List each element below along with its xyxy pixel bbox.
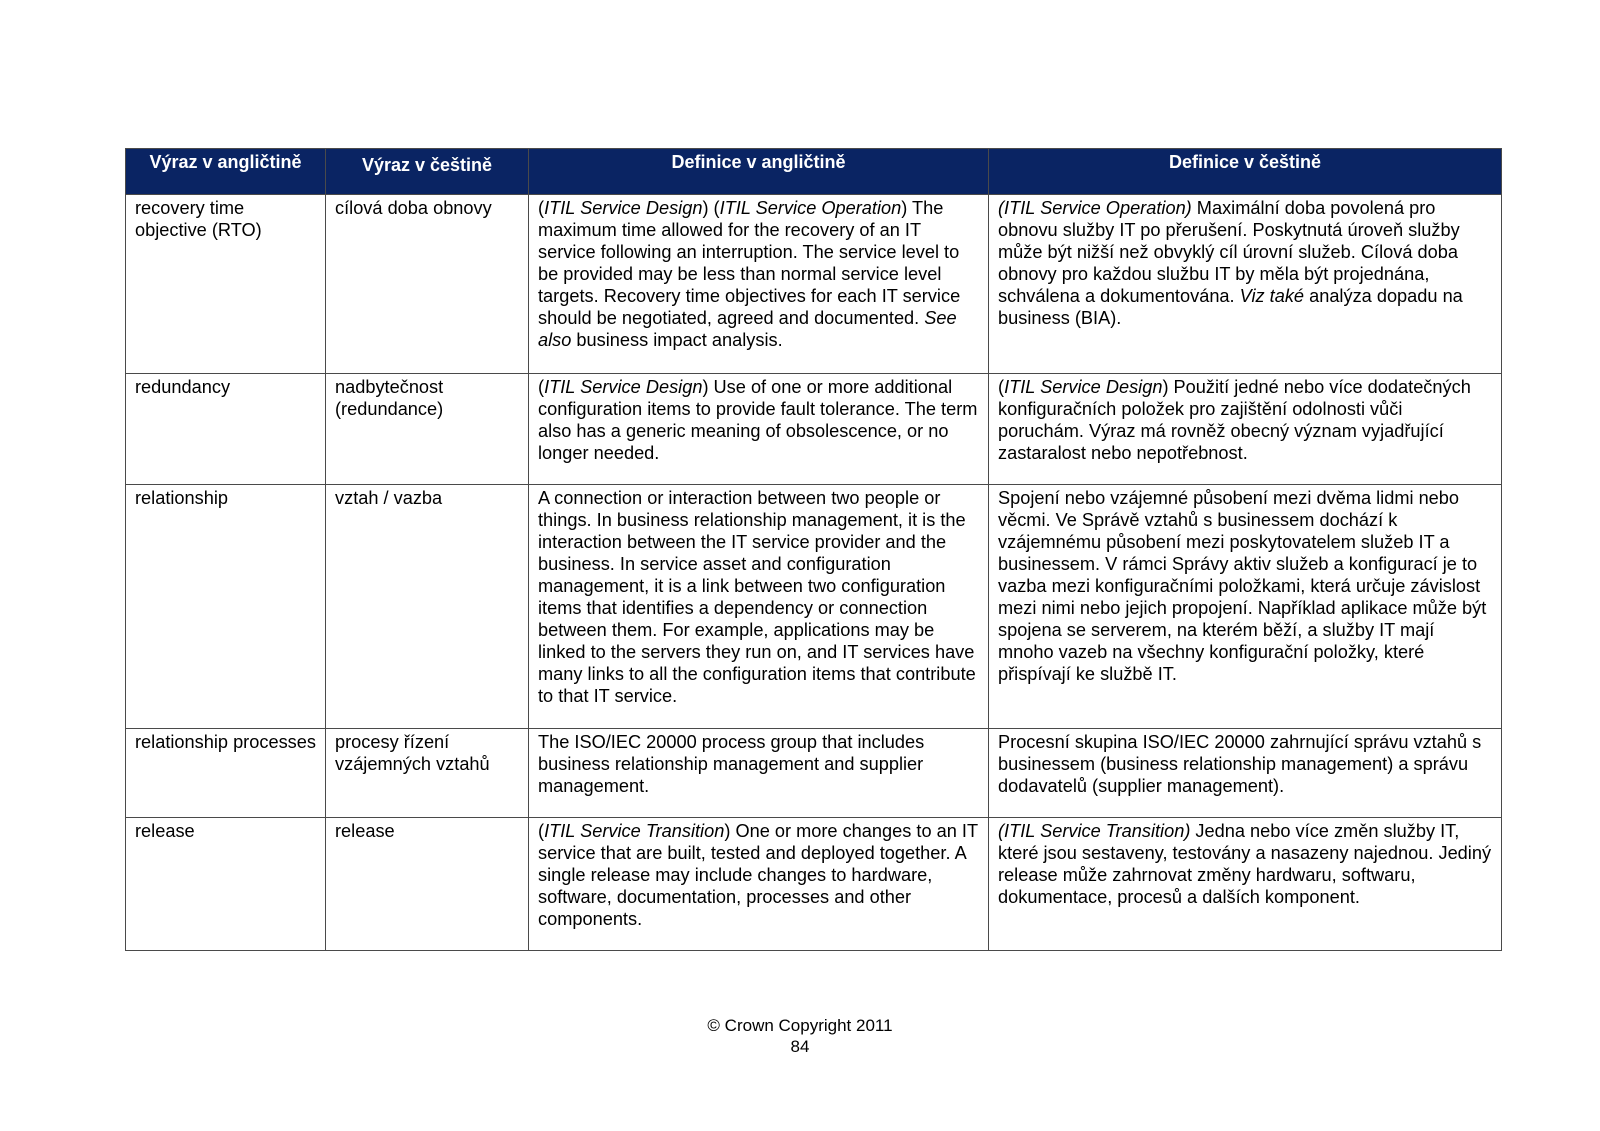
header-row — [126, 149, 1502, 195]
table-row — [126, 374, 1502, 485]
header-czech-term-label: Výraz v češtině — [361, 155, 493, 175]
definition-segment: ( — [538, 198, 545, 218]
czech-term-text: release — [335, 821, 395, 841]
definition-segment: Spojení nebo vzájemné působení mezi dvěma lidmi nebo věcmi. Ve Správě vztahů s businessem dochází k vzájemnému působení mezi poskytovatelem služeb IT a businessem. V rámci Správy aktiv služeb a konfigurací je to vazba mezi konfiguračními položkami, která určuje závislost mezi nimi nebo jejich propojení. Například aplikace může být spojena se serverem, na kterém běží, a služby IT mají mnoho vazeb na všechny konfigurační položky, které přispívají ke službě IT. — [998, 488, 1487, 684]
english-definition — [529, 374, 989, 485]
definition-reference: ITIL Service Design — [544, 377, 703, 397]
header-english-definition — [529, 149, 989, 195]
english-term-text: relationship — [135, 488, 229, 508]
english-definition-text — [538, 195, 979, 351]
glossary-table — [125, 148, 1502, 951]
czech-definition — [989, 485, 1502, 729]
english-term-text: redundancy — [135, 377, 231, 397]
definition-segment: ) One or more changes to an IT service that are built, tested and deployed together. A single release may include changes to hardware, software, documentation, processes and other components. — [538, 821, 978, 929]
definition-reference: ITIL Service Design — [544, 198, 703, 218]
table-body — [126, 195, 1502, 951]
czech-definition — [989, 374, 1502, 485]
english-term — [126, 485, 326, 729]
definition-reference: (ITIL Service Transition) — [998, 821, 1191, 841]
english-term-text: release — [135, 821, 195, 841]
czech-definition — [989, 195, 1502, 374]
definition-segment: business impact analysis. — [571, 330, 783, 350]
english-definition — [529, 818, 989, 951]
page-number: 84 — [790, 1037, 810, 1056]
czech-term-text: nadbytečnost (redundance) — [335, 377, 444, 419]
czech-definition-text — [998, 729, 1492, 797]
english-term — [126, 729, 326, 818]
definition-segment: ) Use of one or more additional configuration items to provide fault tolerance. The term also has a generic meaning of obsolescence, or no longer needed. — [538, 377, 978, 463]
czech-term-text: cílová doba obnovy — [335, 198, 492, 218]
definition-segment: ) Použití jedné nebo více dodatečných konfiguračních položek pro zajištění odolnosti vůči poruchám. Výraz má rovněž obecný význam vyjadřující zastaralost nebo nepotřebnost. — [998, 377, 1471, 463]
definition-segment: The ISO/IEC 20000 process group that includes business relationship management and supplier management. — [538, 732, 925, 796]
header-czech-definition-label: Definice v češtině — [1168, 152, 1322, 172]
table-row — [126, 818, 1502, 951]
czech-term — [326, 374, 529, 485]
english-term-text: relationship processes — [135, 732, 316, 752]
header-czech-term — [326, 149, 529, 195]
english-definition-text — [538, 374, 979, 464]
english-definition — [529, 729, 989, 818]
english-definition-text — [538, 729, 979, 797]
definition-reference: Viz také — [1239, 286, 1305, 306]
czech-term — [326, 195, 529, 374]
definition-segment: ) ( — [702, 198, 720, 218]
definition-segment: A connection or interaction between two people or things. In business relationship management, it is the interaction between the IT service provider and the business. In service asset and configuration management, it is a link between two configuration items that identifies a dependency or connection between them. For example, applications may be linked to the servers they run on, and IT services have many links to all the configuration items that contribute to that IT service. — [538, 488, 976, 706]
definition-reference: ITIL Service Transition — [544, 821, 725, 841]
definition-segment: Procesní skupina ISO/IEC 20000 zahrnující správu vztahů s businessem (business relationship management) a správu dodavatelů (supplier management). — [998, 732, 1482, 796]
czech-definition-text — [998, 374, 1492, 464]
definition-segment: ( — [998, 377, 1005, 397]
english-term — [126, 374, 326, 485]
english-definition — [529, 195, 989, 374]
definition-segment: analýza dopadu na business (BIA). — [998, 286, 1463, 328]
copyright-notice: © Crown Copyright 2011 — [707, 1016, 893, 1035]
header-english-term — [126, 149, 326, 195]
czech-term-text: procesy řízení vzájemných vztahů — [335, 732, 490, 774]
definition-reference: (ITIL Service Operation) — [998, 198, 1192, 218]
czech-definition — [989, 729, 1502, 818]
czech-definition-text — [998, 485, 1492, 685]
czech-term-text: vztah / vazba — [335, 488, 443, 508]
header-english-term-label: Výraz v angličtině — [149, 152, 302, 172]
czech-term — [326, 485, 529, 729]
definition-segment: ( — [538, 377, 545, 397]
table-row — [126, 195, 1502, 374]
english-term-text: recovery time objective (RTO) — [135, 198, 262, 240]
definition-segment: ) The maximum time allowed for the recovery of an IT service following an interruption. The service level to be provided may be less than normal service level targets. Recovery time objectives for each IT service should be negotiated, agreed and documented. — [538, 198, 961, 328]
definition-reference: See also — [538, 308, 957, 350]
english-term — [126, 818, 326, 951]
definition-segment: ( — [538, 821, 545, 841]
english-definition-text — [538, 818, 979, 930]
czech-definition-text — [998, 818, 1492, 908]
table-row — [126, 729, 1502, 818]
table-header — [126, 149, 1502, 195]
header-english-definition-label: Definice v angličtině — [671, 152, 846, 172]
czech-term — [326, 818, 529, 951]
czech-definition-text — [998, 195, 1492, 329]
czech-definition — [989, 818, 1502, 951]
english-definition — [529, 485, 989, 729]
english-term — [126, 195, 326, 374]
definition-reference: ITIL Service Operation — [719, 198, 902, 218]
definition-reference: ITIL Service Design — [1004, 377, 1163, 397]
table-row — [126, 485, 1502, 729]
english-definition-text — [538, 485, 979, 707]
header-czech-definition — [989, 149, 1502, 195]
definition-segment: Maximální doba povolená pro obnovu služby IT po přerušení. Poskytnutá úroveň služby může být nižší než obvyklý cíl úrovní služeb. Cílová doba obnovy pro každou službu IT by měla být projednána, schválena a dokumentována. — [998, 198, 1460, 306]
czech-term — [326, 729, 529, 818]
definition-segment: Jedna nebo více změn služby IT, které jsou sestaveny, testovány a nasazeny najednou. Jediný release může zahrnovat změny hardwaru, softwaru, dokumentace, procesů a dalších komponent. — [998, 821, 1492, 907]
